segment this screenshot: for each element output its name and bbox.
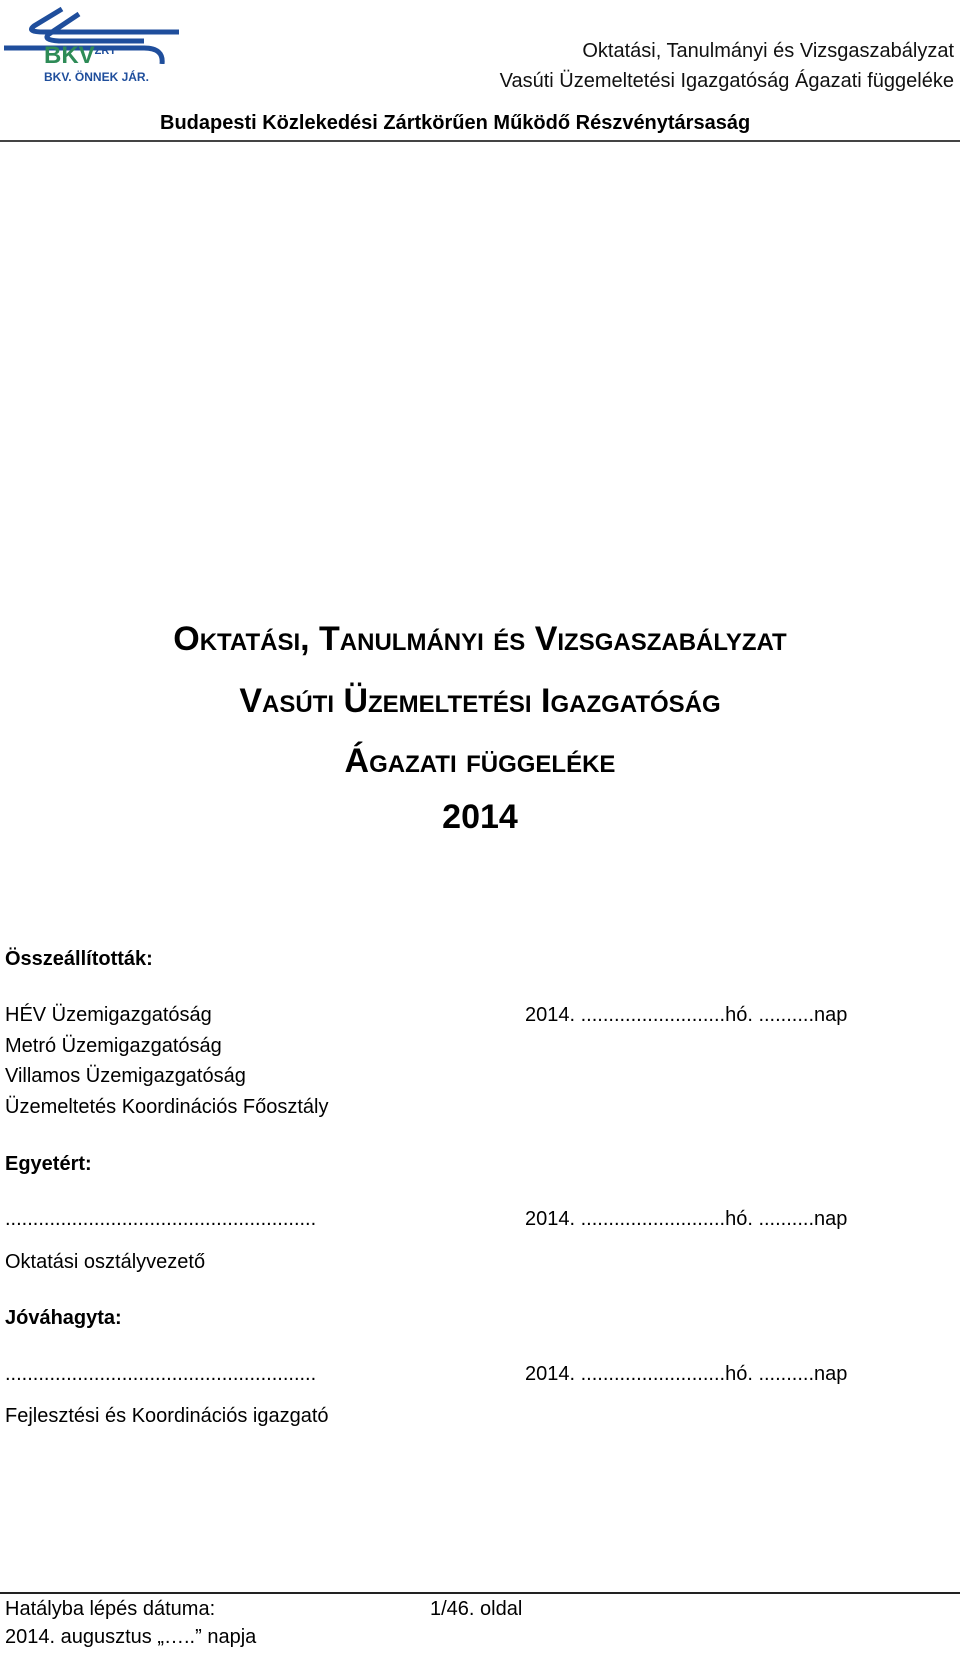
approved-label: Jóváhagyta: bbox=[5, 1307, 122, 1329]
bkv-logo bbox=[4, 4, 184, 88]
compiled-date: 2014. ..........................hó. ..........nap bbox=[525, 1004, 848, 1026]
logo-slogan: BKV. ÖNNEK JÁR. bbox=[44, 70, 149, 84]
footer-rule bbox=[0, 1592, 960, 1594]
header-rule bbox=[0, 140, 960, 142]
compiled-item: Üzemeltetés Koordinációs Főosztály bbox=[5, 1096, 329, 1118]
compiled-item: Villamos Üzemigazgatóság bbox=[5, 1065, 246, 1087]
approved-signature-line: ........................................................ bbox=[5, 1363, 317, 1385]
agreed-signature-line: ........................................................ bbox=[5, 1208, 317, 1230]
logo-text: $BKV^{ZRT}$ bbox=[44, 42, 117, 69]
header-line2: Vasúti Üzemeltetési Igazgatóság Ágazati függeléke bbox=[499, 70, 954, 92]
agreed-date: 2014. ..........................hó. ..........nap bbox=[525, 1208, 848, 1230]
title-line1: Oktatási, Tanulmányi és Vizsgaszabályzat bbox=[173, 620, 787, 658]
footer-effective-label: Hatályba lépés dátuma: bbox=[5, 1598, 216, 1620]
agreed-label: Egyetért: bbox=[5, 1153, 92, 1175]
agreed-role: Oktatási osztályvezető bbox=[5, 1251, 206, 1273]
page-number: 1/46. oldal bbox=[430, 1598, 523, 1620]
approved-date: 2014. ..........................hó. ..........nap bbox=[525, 1363, 848, 1385]
header-line1: Oktatási, Tanulmányi és Vizsgaszabályzat bbox=[582, 40, 954, 62]
compiled-item: Metró Üzemigazgatóság bbox=[5, 1035, 222, 1057]
title-line3: Ágazati függeléke bbox=[344, 742, 616, 780]
title-line2: Vasúti Üzemeltetési Igazgatóság bbox=[239, 682, 721, 720]
company-name: Budapesti Közlekedési Zártkörűen Működő Részvénytársaság bbox=[160, 112, 751, 134]
compiled-item: HÉV Üzemigazgatóság bbox=[5, 1004, 212, 1026]
footer-effective-date: 2014. augusztus „…..” napja bbox=[5, 1626, 257, 1648]
approved-role: Fejlesztési és Koordinációs igazgató bbox=[5, 1405, 329, 1427]
title-year: 2014 bbox=[442, 798, 518, 836]
compiled-label: Összeállították: bbox=[5, 948, 153, 970]
